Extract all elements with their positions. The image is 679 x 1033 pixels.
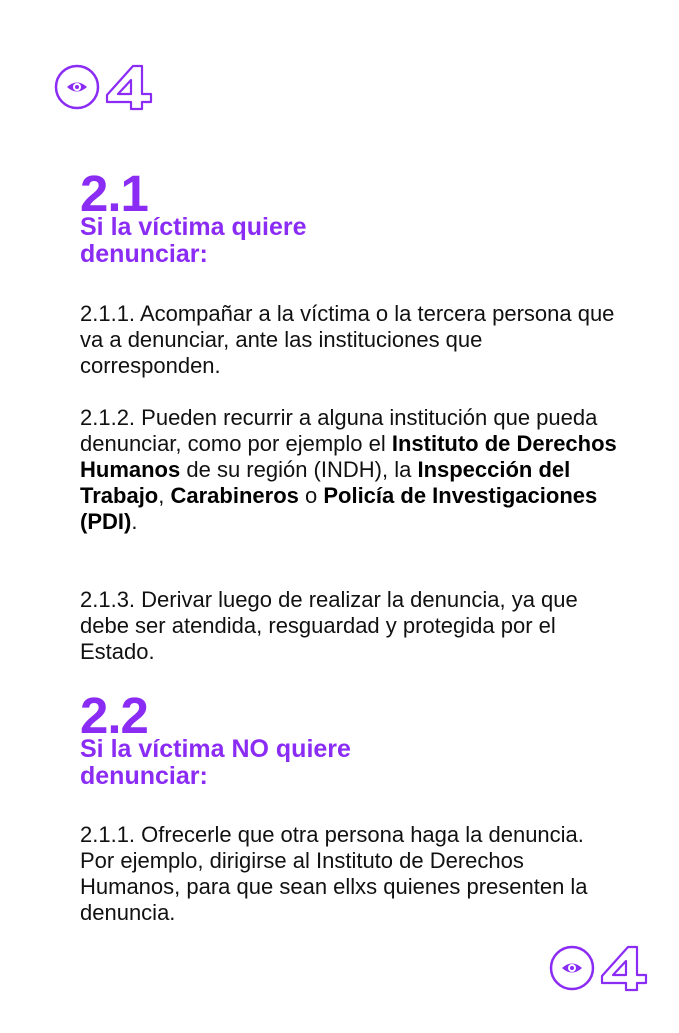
section-title-line: Si la víctima NO quiere xyxy=(80,735,351,763)
paragraph-text: de su región (INDH), la xyxy=(180,457,418,482)
paragraph: 2.1.1. Acompañar a la víctima o la tercera persona que va a denunciar, ante las instituciones que corresponden. xyxy=(80,301,615,378)
section-title-line: denunciar: xyxy=(80,762,208,790)
section-title xyxy=(80,214,307,268)
paragraph-text: . xyxy=(131,509,138,534)
paragraph-text: , xyxy=(158,483,171,508)
paragraph-emphasis: Inspección del Trabajo xyxy=(80,457,571,508)
paragraph-emphasis: Instituto de Derechos Humanos xyxy=(80,431,617,482)
section-title xyxy=(80,736,351,790)
number-four-outline xyxy=(107,66,151,109)
paragraph-text: 2.1.2. Pueden recurrir a alguna institución que pueda denunciar, como por ejemplo el xyxy=(80,405,598,456)
eye-icon xyxy=(551,947,593,989)
paragraph xyxy=(80,405,620,535)
section-number: 2.1 xyxy=(80,165,148,222)
section-title-line: denunciar: xyxy=(80,240,208,268)
paragraph: 2.1.1. Ofrecerle que otra persona haga la denuncia. Por ejemplo, dirigirse al Instituto de Derechos Humanos, para que sean ellxs quienes presenten la denuncia. xyxy=(80,822,588,925)
number-four-outline xyxy=(602,947,646,990)
eye-icon xyxy=(56,66,98,108)
section-title-line: Si la víctima quiere xyxy=(80,213,307,241)
paragraph: 2.1.3. Derivar luego de realizar la denuncia, ya que debe ser atendida, resguardad y protegida por el Estado. xyxy=(80,587,578,664)
section-number: 2.2 xyxy=(80,687,148,744)
page-logo-bottom xyxy=(548,943,652,993)
page-logo-top xyxy=(53,62,157,112)
paragraph-emphasis: Carabineros xyxy=(170,483,299,508)
paragraph-emphasis: Policía de Investigaciones (PDI) xyxy=(80,483,598,534)
paragraph-text: o xyxy=(298,483,324,508)
